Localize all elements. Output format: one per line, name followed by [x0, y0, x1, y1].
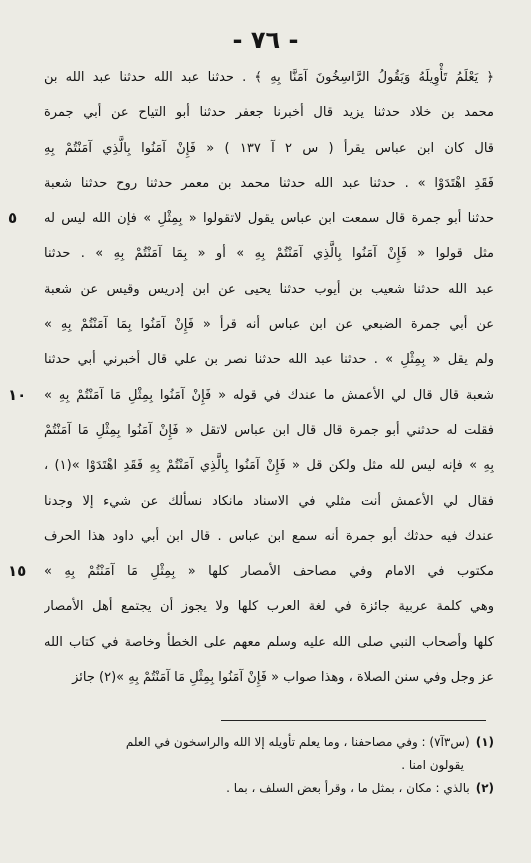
text-line — [44, 272, 494, 307]
text-line-content: مثل قولوا « فَإِنْ آمَنُوا بِالَّذِي آمَنْتُمْ بِهِ » أو « بِمَا آمَنْتُمْ بِهِ » . حدثنا — [44, 246, 494, 262]
text-line — [8, 378, 494, 413]
text-line-content: ولم يقل « بِمِثْلِ » . حدثنا عبد الله حدثنا نصر بن علي قال أخبرني أبي حدثنا — [44, 352, 494, 368]
text-line-content: بِهِ » فإنه ليس لله مثل ولكن قل « فَإِنْ آمَنُوا بِالَّذِي آمَنْتُمْ بِهِ فَقَدِ اهْتَدَوْا »(١) ، — [44, 458, 494, 474]
text-line — [44, 589, 494, 624]
text-line-content: عبد الله حدثنا شعيب بن أيوب حدثنا يحيى عن ابن إدريس وقيس عن شعبة — [44, 281, 494, 297]
footnote — [44, 754, 494, 777]
footnote-text: بالذي : مكان ، بمثل ما ، وقرأ بعض السلف ، بما . — [226, 781, 470, 795]
text-line — [44, 342, 494, 377]
text-line-content: فَقَدِ اهْتَدَوْا » . حدثنا عبد الله حدثنا محمد بن معمر حدثنا روح حدثنا شعبة — [44, 175, 494, 191]
text-line-content: ﴿ يَعْلَمُ تَأْوِيلَهُ وَيَقُولُ الرَّاسِخُونَ آمَنَّا بِهِ ﴾ . حدثنا عبد الله حدثنا عبد الله بن — [44, 70, 494, 85]
text-line-content: شعبة قال قال لي الأعمش ما عندك في قوله « فَإِنْ آمَنُوا بِمِثْلِ مَا آمَنْتُمْ بِهِ » — [44, 387, 494, 403]
text-line — [44, 166, 494, 201]
text-line — [44, 660, 494, 695]
footnote — [44, 731, 494, 754]
footnote-number: (١) — [475, 735, 494, 749]
text-line — [44, 95, 494, 130]
text-line-content: عن أبي جمرة الضبعي عن ابن عباس أنه قرأ « فَإِنْ آمَنُوا بِمَا آمَنْتُمْ بِهِ » — [44, 317, 494, 333]
line-number-marker: ١٠ — [8, 385, 27, 404]
text-line-content: عندك فيه حدثك أبو جمرة أنه سمع ابن عباس . قال ابن أبي داود هذا الحرف — [44, 528, 494, 544]
text-line — [44, 625, 494, 660]
page-number: - ٧٦ - — [232, 26, 299, 54]
text-line — [8, 201, 494, 236]
text-line-content: فقلت له حدثني أبو جمرة قال قال ابن عباس لاتقل « فَإِنْ آمَنُوا بِمِثْلِ مَا آمَنْتُمْ — [44, 422, 494, 438]
text-line — [44, 60, 494, 95]
text-line — [44, 448, 494, 483]
footnotes — [44, 731, 494, 800]
footnote — [44, 777, 494, 800]
text-line — [44, 307, 494, 342]
footnote-rule — [221, 720, 486, 721]
text-line-content: وهي كلمة عربية جائزة في لغة العرب كلها ولا يجوز أن يجتمع أهل الأمصار — [44, 599, 494, 615]
text-line — [44, 519, 494, 554]
text-line — [44, 484, 494, 519]
footnote-text: يقولون امنا . — [401, 758, 464, 772]
line-number-marker: ١٥ — [8, 562, 27, 581]
text-line-content: محمد بن خلاد حدثنا يزيد قال أخبرنا جعفر حدثنا أبو التياح عن أبي جمرة — [44, 105, 494, 121]
text-line — [44, 413, 494, 448]
main-text — [8, 60, 494, 695]
text-line-content: فقال لي الأعمش أنت مثلي في الاسناد مانكاد نسألك عن شيء إلا وجدنا — [44, 493, 494, 509]
text-line — [44, 131, 494, 166]
text-line-content: حدثنا أبو جمرة قال سمعت ابن عباس يقول لاتقولوا « بِمِثْلِ » فإن الله ليس له — [44, 211, 494, 227]
footnote-text: (س٣آ٧) : وفي مصاحفنا ، وما يعلم تأويله إلا الله والراسخون في العلم — [125, 735, 470, 749]
text-line — [44, 236, 494, 271]
line-number-marker: ٥ — [8, 209, 18, 228]
text-line-content: قال كان ابن عباس يقرأ ( س ٢ آ ١٣٧ ) « فَإِنْ آمَنُوا بِالَّذِي آمَنْتُمْ بِهِ — [44, 140, 494, 156]
footnote-number: (٢) — [475, 781, 494, 795]
text-line — [8, 554, 494, 589]
text-line-content: عز وجل وفي سنن الصلاة ، وهذا صواب « فَإِنْ آمَنُوا بِمِثْلِ مَا آمَنْتُمْ بِهِ »(٢) جائز — [72, 670, 494, 686]
text-line-content: مكتوب في الامام وفي مصاحف الأمصار كلها « بِمِثْلِ مَا آمَنْتُمْ بِهِ » — [44, 564, 494, 580]
text-line-content: كلها وأصحاب النبي صلى الله عليه وسلم معهم على الخطأ وخاصة في كتاب الله — [44, 634, 494, 650]
